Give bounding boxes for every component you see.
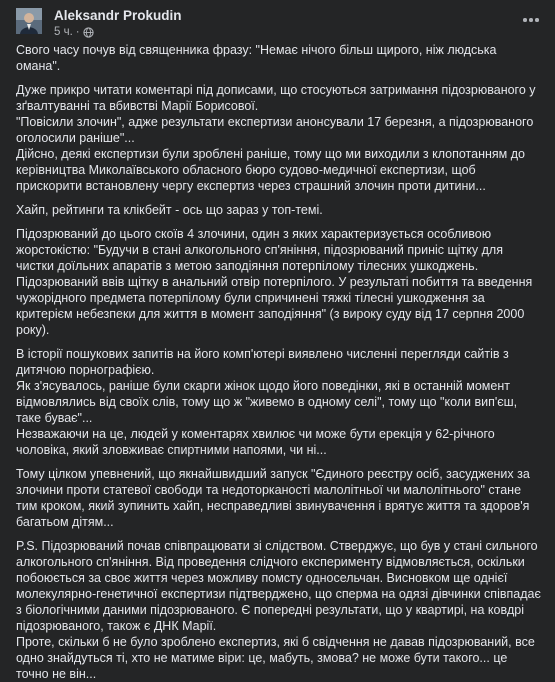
- more-options-dot: [535, 18, 539, 22]
- post-paragraph: Дуже прикро читати коментарі під дописами, що стосуються затримання підозрюваного у зґвалтуванні та вбивстві Марії Борисової. "Повісили злочин", адже результати експертизи анонсували 17 березня, а підозрюваного оголосили раніше"... Дійсно, деякі експертизи були зроблені раніше, тому що ми виходили з клопотанням до керівництва Миколаївського обласного бюро судово-медичної експертизи, щоб прискорити встановлену чергу експертиз через страшний злочин проти дитини...: [16, 83, 536, 193]
- more-options-button[interactable]: [517, 8, 545, 32]
- post-paragraph: Тому цілком упевнений, що якнайшвидший запуск "Єдиного реєстру осіб, засуджених за злочини проти статевої свободи та недоторканості малолітньої чи малолітнього" стане тим кроком, який зупинить хайп, несправедливі звинувачення і врятує життя та здоров'я багатьом дітям...: [16, 467, 530, 529]
- avatar-photo: [16, 8, 42, 34]
- author-name[interactable]: Aleksandr Prokudin: [54, 8, 182, 23]
- post-meta: [54, 26, 94, 38]
- post-paragraph: Свого часу почув від священника фразу: "Немає нічого більш щирого, ніж людська омана".: [16, 43, 497, 73]
- post-paragraph: Хайп, рейтинги та клікбейт - ось що зараз у топ-темі.: [16, 203, 323, 217]
- author-avatar[interactable]: [16, 8, 42, 34]
- meta-separator: ·: [75, 26, 80, 38]
- more-options-icon: [523, 18, 527, 22]
- more-options-dot: [529, 18, 533, 22]
- post-paragraph: Підозрюваний до цього скоїв 4 злочини, один з яких характеризується особливою жорстокістю: "Будучи в стані алкогольного сп'яніння, підозрюваний приніс щітку для чистки доїльних апаратів з метою заподіяння потерпілому тілесних ушкоджень. Підозрюваний ввів щітку в анальний отвір потерпілого. У результаті побиття та введення чужорідного предмета потерпілому були спричинені тяжкі тілесні ушкодження за критерієм небезпеки для життя в момент заподіяння" (з вироку суду від 17 серпня 2000 року).: [16, 227, 533, 337]
- post-text: [16, 42, 541, 682]
- post-paragraph: P.S. Підозрюваний почав співпрацювати зі слідством. Стверджує, що був у стані сильного алкогольного сп'яніння. Від проведення слідчого експерименту відмовляється, оскільки побоюється за своє життя через можливу помсту односельчан. Висновком ще однієї молекулярно-генетичної експертизи підтверджено, що сперма на одязі дівчинки співпадає з біологічними даними підозрюваного. Є попередні результати, що у квартирі, на ковдрі підозрюваного, також є ДНК Марії. Проте, скільки б не було зроблено експертиз, які б свідчення не давав підозрюваний, все одно знайдуться ті, хто не матиме віри: це, мабуть, змова? не може бути такого... це точно не він...: [16, 539, 541, 681]
- post-paragraph: В історії пошукових запитів на його комп'ютері виявлено численні перегляди сайтів з дитячою порнографією. Як з'ясувалось, раніше були скарги жінок щодо його поведінки, які в останній момент відмовлялись від своїх слів, тому що ж "живемо в одному селі", тому що "коли вип'єш, таке буває"... Незважаючи на це, людей у коментарях хвилює чи може бути ерекція у 62-річного чоловіка, який зловживає спиртними напоями, чи ні...: [16, 347, 518, 457]
- post-timestamp[interactable]: 5 ч.: [54, 26, 73, 38]
- post-header: [16, 6, 541, 42]
- globe-icon: [83, 27, 94, 38]
